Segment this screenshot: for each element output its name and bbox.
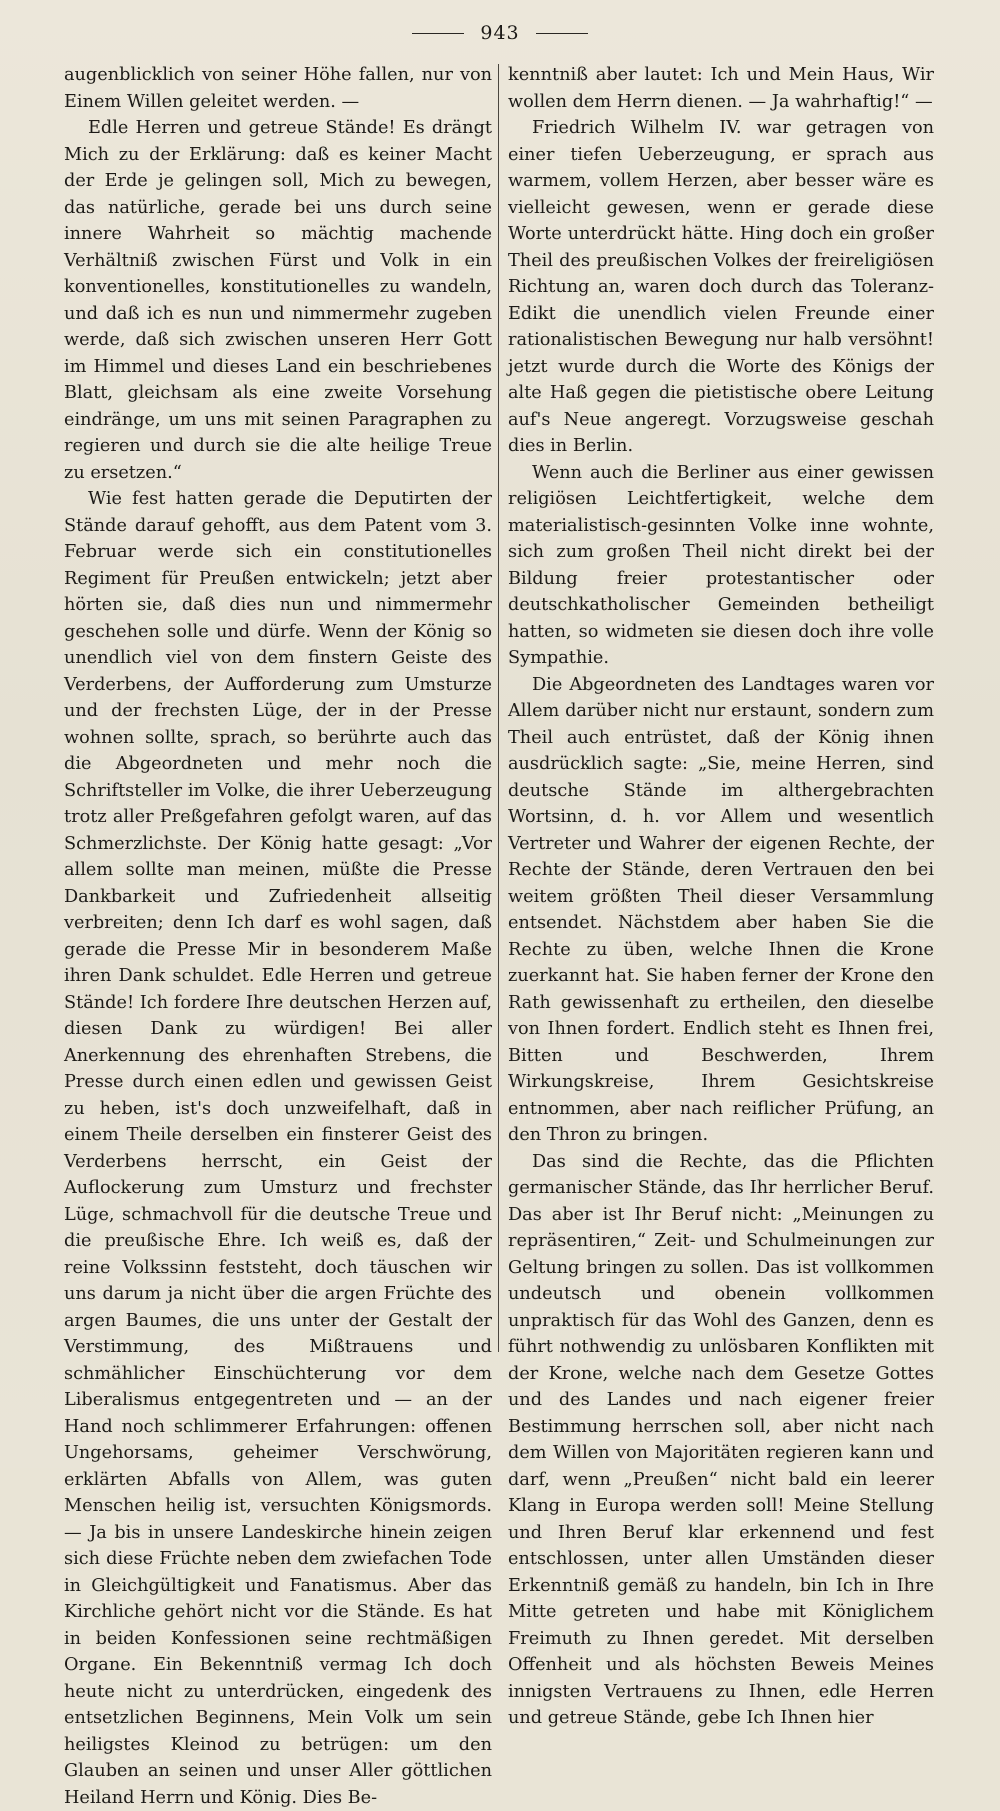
paragraph: Wie fest hatten gerade die Deputirten der Stände darauf gehofft, aus dem Patent vom 3. Februar werde sich ein constitutionelles Regiment für Preußen entwickeln; jetzt aber hörten sie, daß dies nun und nimmermehr geschehen solle und dürfe. Wenn der König so unendlich viel von dem finstern Geiste des Verderbens, der Aufforderung zum Umsturze und der frechsten Lüge, der in der Presse wohnen sollte, sprach, so berührte auch das die Abgeordneten und mehr noch die Schriftsteller im Volke, die ihrer Ueberzeugung trotz aller Preßgefahren gefolgt waren, auf das Schmerzlichste. Der König hatte gesagt: „Vor allem sollte man meinen, müßte die Presse Dankbarkeit und Zufriedenheit allseitig verbreiten; denn Ich darf es wohl sagen, daß gerade die Presse Mir in besonderem Maße ihren Dank schuldet. Edle Herren und getreue Stände! Ich fordere Ihre deutschen Herzen auf, diesen Dank zu würdigen! Bei aller Anerkennung des ehrenhaften Strebens, die Presse durch einen edlen und gewissen Geist zu heben, ist's doch unzweifelhaft, daß in einem Theile derselben ein finsterer Geist des Verderbens herrscht, ein Geist der Auflockerung zum Umsturz und frechster Lüge, schmachvoll für die deutsche Treue und die preußische Ehre. Ich weiß es, daß der reine Volkssinn feststeht, doch täuschen wir uns darum ja nicht über die argen Früchte des argen Baumes, die uns unter der Gestalt der Verstimmung, des Mißtrauens und schmählicher Einschüchterung vor dem Liberalismus entgegentreten und — an der Hand noch schlimmerer Erfahrungen: offenen Ungehorsams, geheimer Verschwörung, erklärten Abfalls von Allem, was guten Menschen heilig ist, versuchten Königsmords. — Ja bis in unsere Landeskirche hinein zeigen sich diese Früchte neben dem zwiefachen Tode in Gleichgültigkeit und Fanatismus. Aber das Kirchliche gehört nicht vor die Stände. Es hat in beiden Konfessionen seine rechtmäßigen Organe. Ein Bekenntniß vermag Ich doch heute nicht zu unterdrücken, eingedenk des entsetzlichen Beginnens, Mein Volk um sein heiligstes Kleinod zu betrügen: um den Glauben an seinen und unser Aller göttlichen Heiland Herrn und König. Dies Be- bbox=[64, 489, 492, 1808]
header-rule-left bbox=[412, 33, 464, 34]
paragraph: Wenn auch die Berliner aus einer gewissen religiösen Leichtfertigkeit, welche dem materialistisch-gesinnten Volke inne wohnte, sich zum großen Theil nicht direkt bei der Bildung freier protestantischer oder deutschkatholischer Gemeinden betheiligt hatten, so widmeten sie diesen doch ihre volle Sympathie. bbox=[508, 462, 934, 668]
header-rule-right bbox=[536, 33, 588, 34]
paragraph: kenntniß aber lautet: Ich und Mein Haus, Wir wollen dem Herrn dienen. — Ja wahrhaftig!“ — bbox=[508, 65, 934, 112]
page-number: 943 bbox=[480, 22, 520, 44]
paragraph: Das sind die Rechte, das die Pflichten germanischer Stände, das Ihr herrlicher Beruf. Das aber ist Ihr Beruf nicht: „Meinungen zu repräsentiren,“ Zeit- und Schulmeinungen zur Geltung bringen zu sollen. Das ist vollkommen undeutsch und obenein vollkommen unpraktisch für das Wohl des Ganzen, denn es führt nothwendig zu unlösbaren Konflikten mit der Krone, welche nach dem Gesetze Gottes und des Landes und nach eigener freier Bestimmung herrschen soll, aber nicht nach dem Willen von Majoritäten regieren kann und darf, wenn „Preußen“ nicht bald ein leerer Klang in Europa werden soll! Meine Stellung und Ihren Beruf klar erkennend und fest entschlossen, unter allen Umständen dieser Erkenntniß gemäß zu handeln, bin Ich in Ihre Mitte getreten und habe mit Königlichem Freimuth zu Ihnen geredet. Mit derselben Offenheit und als höchsten Beweis Meines innigsten Vertrauens zu Ihnen, edle Herren und getreue Stände, gebe Ich Ihnen hier bbox=[508, 1151, 934, 1728]
page-header bbox=[0, 22, 1000, 44]
paragraph: Friedrich Wilhelm IV. war getragen von einer tiefen Ueberzeugung, er sprach aus warmem, vollem Herzen, aber besser wäre es vielleicht gewesen, wenn er gerade diese Worte unterdrückt hätte. Hing doch ein großer Theil des preußischen Volkes der freireligiösen Richtung an, waren doch durch das Toleranz-Edikt die unendlich vielen Freunde einer rationalistischen Bewegung nur halb versöhnt! jetzt wurde durch die Worte des Königs der alte Haß gegen die pietistische obere Leitung auf's Neue angeregt. Vorzugsweise geschah dies in Berlin. bbox=[508, 118, 934, 456]
column-divider bbox=[498, 64, 499, 1352]
paragraph: augenblicklich von seiner Höhe fallen, nur von Einem Willen geleitet werden. — bbox=[64, 65, 492, 112]
left-column bbox=[64, 62, 492, 1811]
paragraph: Die Abgeordneten des Landtages waren vor Allem darüber nicht nur erstaunt, sondern zum Theil auch entrüstet, daß der König ihnen ausdrücklich sagte: „Sie, meine Herren, sind deutsche Stände im althergebrachten Wortsinn, d. h. vor Allem und wesentlich Vertreter und Wahrer der eigenen Rechte, der Rechte der Stände, deren Vertrauen den bei weitem größten Theil dieser Versammlung entsendet. Nächstdem aber haben Sie die Rechte zu üben, welche Ihnen die Krone zuerkannt hat. Sie haben ferner der Krone den Rath gewissenhaft zu ertheilen, den dieselbe von Ihnen fordert. Endlich steht es Ihnen frei, Bitten und Beschwerden, Ihrem Wirkungskreise, Ihrem Gesichtskreise entnommen, aber nach reiflicher Prüfung, an den Thron zu bringen. bbox=[508, 674, 934, 1145]
right-column bbox=[508, 62, 934, 1732]
paragraph: Edle Herren und getreue Stände! Es drängt Mich zu der Erklärung: daß es keiner Macht der Erde je gelingen soll, Mich zu bewegen, das natürliche, gerade bei uns durch seine innere Wahrheit so mächtig machende Verhältniß zwischen Fürst und Volk in ein konventionelles, konstitutionelles zu wandeln, und daß ich es nun und nimmermehr zugeben werde, daß sich zwischen unseren Herr Gott im Himmel und dieses Land ein beschriebenes Blatt, gleichsam als eine zweite Vorsehung eindränge, um uns mit seinen Paragraphen zu regieren und durch sie die alte heilige Treue zu ersetzen.“ bbox=[64, 118, 492, 483]
